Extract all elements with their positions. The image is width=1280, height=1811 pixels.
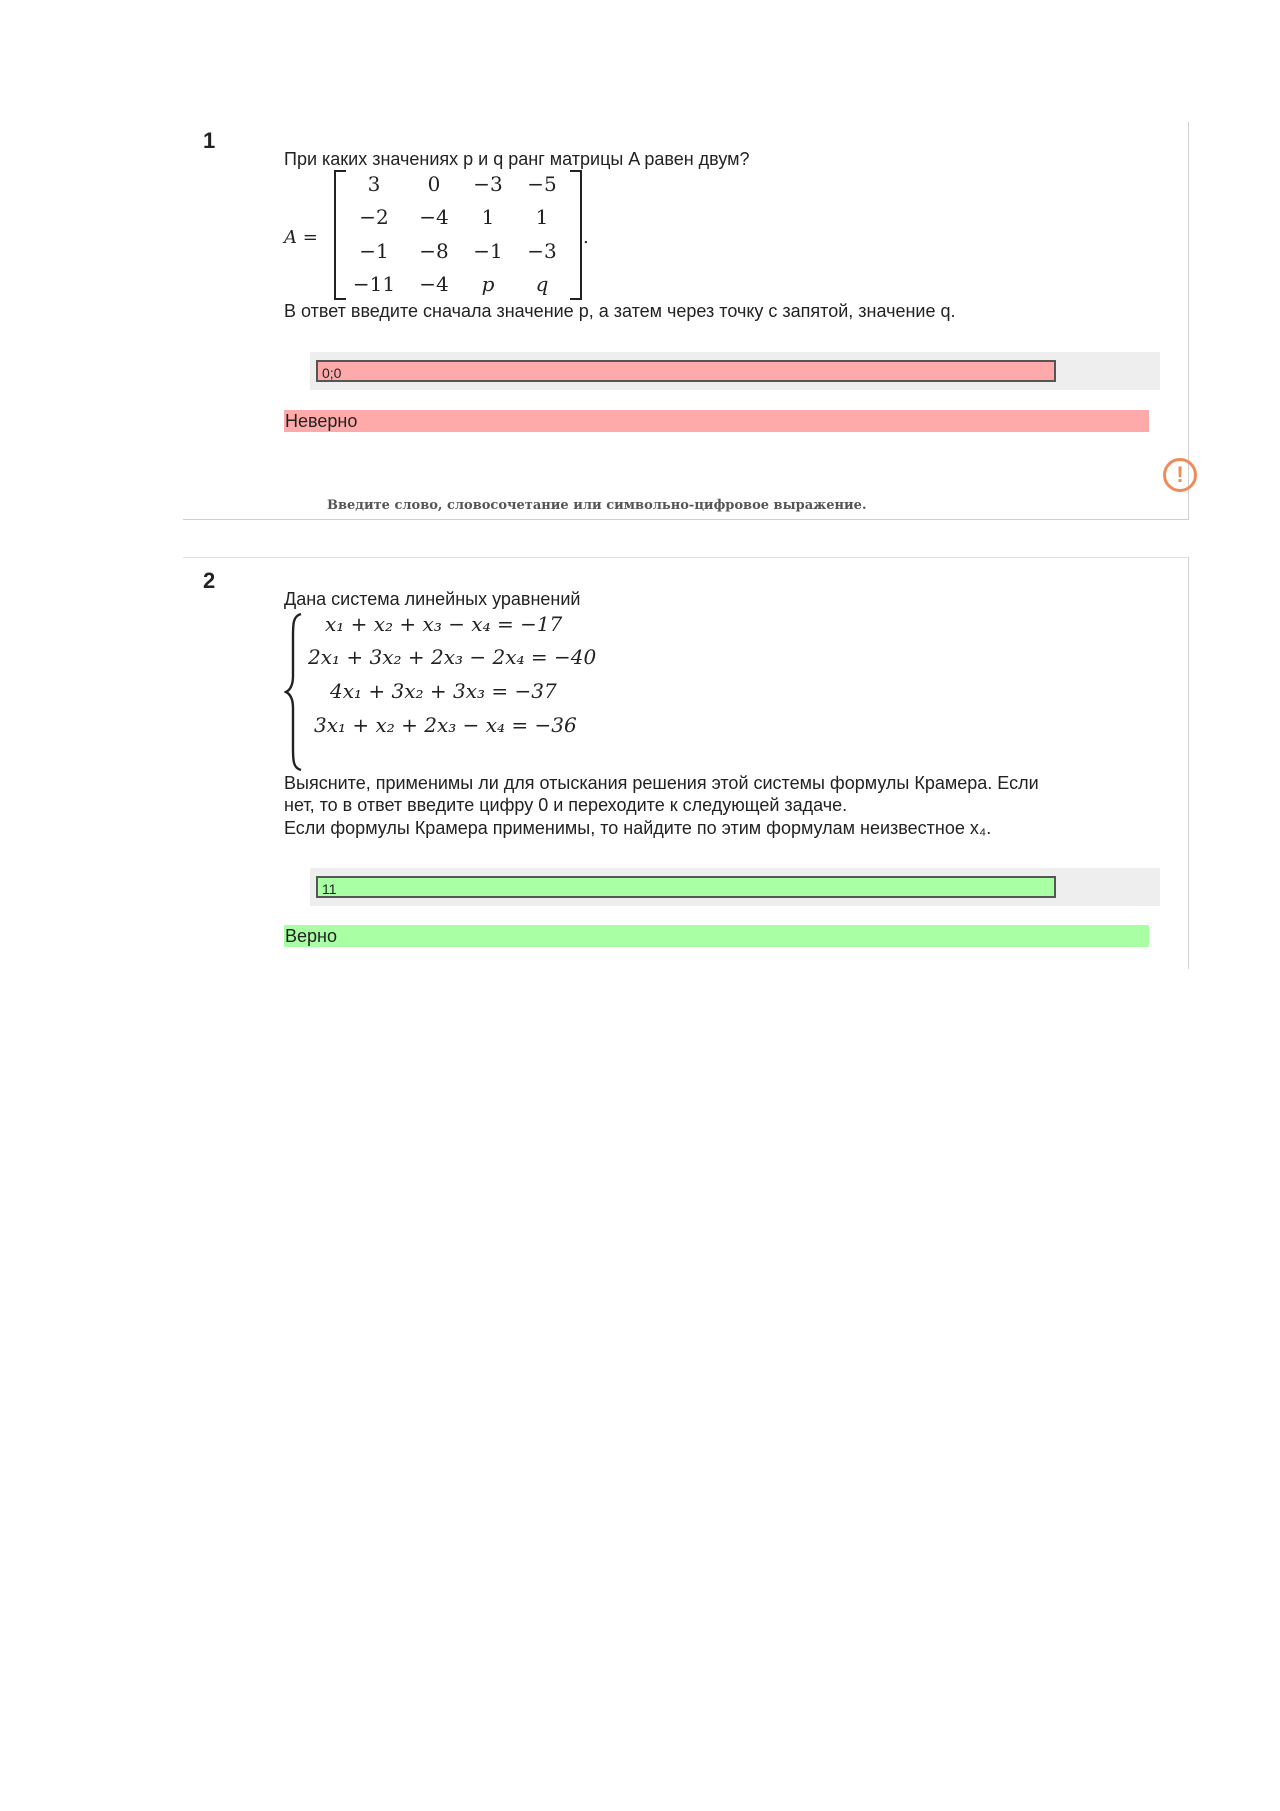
equation-1: x₁ + x₂ + x₃ − x₄ = −17 — [325, 612, 563, 636]
matrix-cell: −8 — [419, 239, 449, 263]
matrix-cell: −2 — [359, 205, 389, 229]
system-brace — [284, 612, 304, 772]
warning-icon[interactable]: ! — [1163, 458, 1197, 492]
matrix-cell: −3 — [473, 172, 503, 196]
matrix-right-bracket — [570, 170, 582, 300]
feedback-correct: Верно — [284, 925, 1149, 947]
question-2-instruction-1: Выясните, применимы ли для отыскания решения этой системы формулы Крамера. Если — [284, 773, 1039, 793]
matrix-cell: −3 — [527, 239, 557, 263]
matrix-cell: q — [535, 272, 549, 296]
answer-hint: Введите слово, словосочетание или символьно-цифровое выражение. — [327, 498, 867, 513]
matrix-cell: −4 — [419, 205, 449, 229]
matrix-cell: 3 — [367, 172, 381, 196]
equation-4: 3x₁ + x₂ + 2x₃ − x₄ = −36 — [314, 713, 577, 737]
matrix-left-bracket — [334, 170, 346, 300]
matrix-cell: 0 — [427, 172, 441, 196]
equation-2: 2x₁ + 3x₂ + 2x₃ − 2x₄ = −40 — [308, 645, 597, 669]
answer-input-1[interactable]: 0;0 — [316, 360, 1056, 382]
question-2-frame-right — [1188, 557, 1189, 969]
question-1-instruction: В ответ введите сначала значение p, а затем через точку с запятой, значение q. — [284, 301, 956, 321]
question-2-frame-top — [183, 557, 1189, 558]
matrix-a — [284, 168, 604, 298]
matrix-cell: −4 — [419, 272, 449, 296]
question-2-instruction-2: нет, то в ответ введите цифру 0 и переходите к следующей задаче. — [284, 795, 848, 815]
matrix-cell: 1 — [481, 205, 495, 229]
equation-3: 4x₁ + 3x₂ + 3x₃ = −37 — [330, 679, 557, 703]
matrix-cell: p — [481, 272, 495, 296]
question-2-number: 2 — [203, 568, 216, 593]
feedback-incorrect: Неверно — [284, 410, 1149, 432]
matrix-cell: 1 — [535, 205, 549, 229]
question-2-instruction-3: Если формулы Крамера применимы, то найдите по этим формулам неизвестное x₄. — [284, 818, 992, 838]
answer-input-2[interactable]: 11 — [316, 876, 1056, 898]
matrix-period: . — [583, 227, 589, 248]
matrix-label: A = — [284, 227, 318, 248]
matrix-cell: −1 — [359, 239, 389, 263]
question-1-frame-bottom — [183, 519, 1189, 520]
question-1-number: 1 — [203, 128, 216, 153]
matrix-cell: −11 — [352, 272, 396, 296]
matrix-cell: −1 — [473, 239, 503, 263]
question-2-prompt: Дана система линейных уравнений — [284, 589, 581, 609]
question-1-prompt: При каких значениях p и q ранг матрицы A равен двум? — [284, 149, 750, 169]
matrix-cell: −5 — [527, 172, 557, 196]
